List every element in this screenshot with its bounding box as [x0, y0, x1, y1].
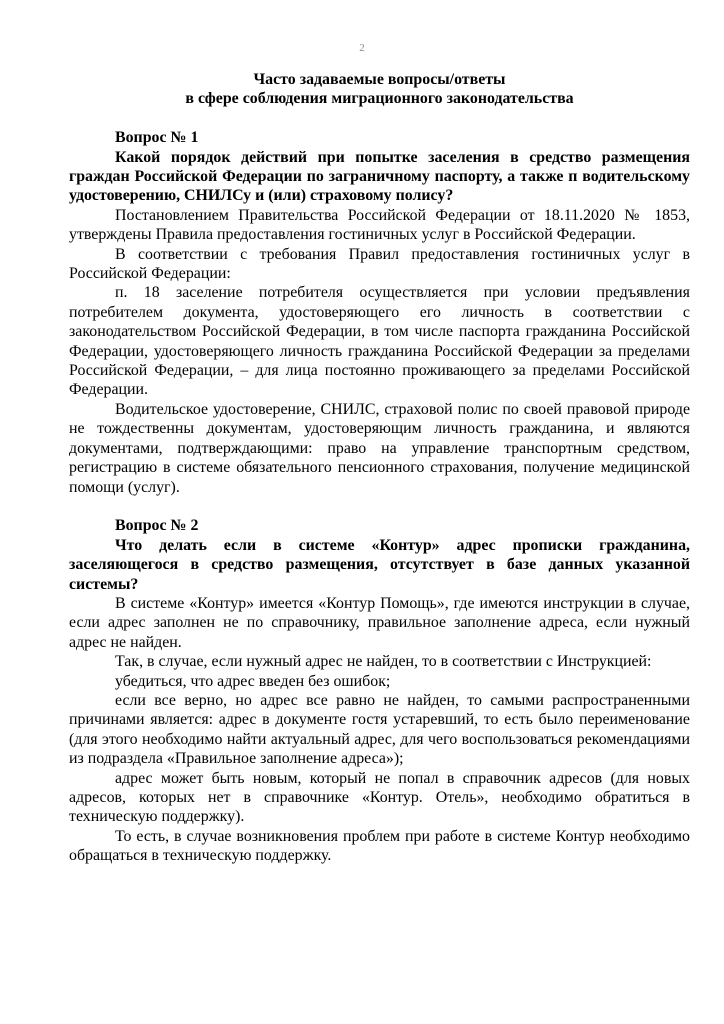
page-number: 2: [359, 42, 365, 54]
answer-2-paragraph: убедиться, что адрес введен без ошибок;: [115, 672, 391, 690]
question-1-text: Какой порядок действий при попытке заселения в средство размещения граждан Российской Федерации по заграничному паспорту, а также п водительскому удостоверению, СНИЛСу и (или) страховому полису?: [69, 148, 690, 205]
document-title-line-1: Часто задаваемые вопросы/ответы: [253, 71, 506, 88]
question-2-heading: Вопрос № 2: [115, 517, 199, 535]
answer-1-paragraph: В соответствии с требования Правил предоставления гостиничных услуг в Российской Федерации:: [69, 245, 690, 283]
question-2-text: Что делать если в системе «Контур» адрес прописки гражданина, заселяющегося в средство размещения, отсутствует в базе данных указанной системы?: [69, 536, 690, 593]
question-1-heading: Вопрос № 1: [115, 129, 199, 147]
answer-2-paragraph: адрес может быть новым, который не попал в справочник адресов (для новых адресов, которых нет в справочнике «Контур. Отель», необходимо обратиться в техническую поддержку).: [69, 769, 690, 826]
answer-1-paragraph: п. 18 заселение потребителя осуществляется при условии предъявления потребителем документа, удостоверяющего его личность в соответствии с законодательством Российской Федерации, в том числе паспорта гражданина Российской Федерации, удостоверяющего личность гражданина Российской Федерации за пределами Российской Федерации, – для лица постоянно проживающего за пределами Российской Федерации.: [69, 284, 690, 399]
answer-1-paragraph: Постановлением Правительства Российской Федерации от 18.11.2020 № 1853, утверждены Правила предоставления гостиничных услуг в Российской Федерации.: [69, 206, 690, 244]
document-body: [69, 70, 690, 866]
answer-2-paragraph: То есть, в случае возникновения проблем при работе в системе Контур необходимо обращаться в техническую поддержку.: [69, 827, 690, 865]
document-title-line-2: в сфере соблюдения миграционного законодательства: [185, 90, 574, 108]
answer-2-paragraph: если все верно, но адрес все равно не найден, то самыми распространенными причинами является: адрес в документе гостя устаревший, то есть было переименование (для этого необходимо найти актуальный адрес, для чего воспользоваться рекомендациями из подраздела «Правильное заполнение адреса»);: [69, 691, 690, 768]
answer-2-paragraph: В системе «Контур» имеется «Контур Помощь», где имеются инструкции в случае, если адрес заполнен не по справочнику, правильное заполнение адреса, если нужный адрес не найден.: [69, 594, 690, 651]
answer-1-paragraph: Водительское удостоверение, СНИЛС, страховой полис по своей правовой природе не тождественны документам, удостоверяющим личность гражданина, и являются документами, подтверждающими: право на управление транспортным средством, регистрацию в системе обязательного пенсионного страхования, получение медицинской помощи (услуг).: [69, 400, 690, 496]
answer-2-paragraph: Так, в случае, если нужный адрес не найден, то в соответствии с Инструкцией:: [115, 653, 652, 671]
